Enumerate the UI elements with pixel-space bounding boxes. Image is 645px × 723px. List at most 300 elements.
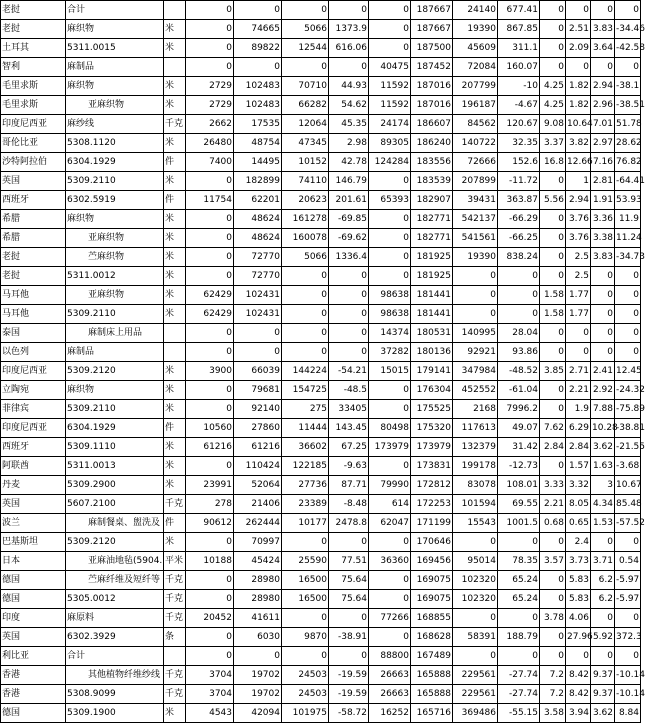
cell-value: 0	[234, 1, 282, 20]
table-row	[1, 533, 641, 552]
cell-value: 3.64	[591, 39, 615, 58]
cell-value: 75.64	[329, 571, 369, 590]
table-row	[1, 647, 641, 666]
cell-value: 0	[234, 58, 282, 77]
cell-value: -3.68	[615, 457, 641, 476]
cell-value: 616.06	[329, 39, 369, 58]
cell-value: 62429	[186, 305, 234, 324]
cell-value: 1.58	[540, 286, 566, 305]
table-row	[1, 305, 641, 324]
cell-value: 0	[369, 400, 411, 419]
cell-country: 希腊	[1, 229, 66, 248]
cell-value: 11.24	[615, 229, 641, 248]
cell-value: 169075	[411, 590, 453, 609]
cell-value: 1.58	[540, 305, 566, 324]
cell-value: 169456	[411, 552, 453, 571]
table-row	[1, 20, 641, 39]
cell-unit: 千克	[164, 666, 186, 685]
cell-value: 614	[369, 495, 411, 514]
cell-value: 369486	[453, 704, 498, 723]
cell-value: 4.25	[540, 96, 566, 115]
cell-value: 3.58	[540, 704, 566, 723]
cell-value: 2662	[186, 115, 234, 134]
cell-value: 0	[566, 647, 591, 666]
cell-value: 2.41	[591, 362, 615, 381]
cell-value: 262444	[234, 514, 282, 533]
cell-value: 0	[615, 58, 641, 77]
cell-value: 132379	[453, 438, 498, 457]
cell-country: 香港	[1, 666, 66, 685]
cell-value: 169075	[411, 571, 453, 590]
cell-value: 61216	[186, 438, 234, 457]
cell-value: 0	[615, 343, 641, 362]
cell-value: 5.56	[540, 191, 566, 210]
cell-value: 0	[329, 267, 369, 286]
cell-country: 土耳其	[1, 39, 66, 58]
cell-unit: 件	[164, 514, 186, 533]
table-row	[1, 514, 641, 533]
cell-unit: 米	[164, 362, 186, 381]
cell-value: 5066	[282, 20, 329, 39]
cell-value: 187016	[411, 96, 453, 115]
cell-value: -55.15	[498, 704, 540, 723]
cell-country: 波兰	[1, 514, 66, 533]
cell-value: 0	[591, 305, 615, 324]
cell-value: 3.83	[591, 248, 615, 267]
cell-unit: 千克	[164, 685, 186, 704]
cell-commodity: 合计	[66, 647, 164, 666]
cell-value: 45609	[453, 39, 498, 58]
cell-commodity: 5309.1110	[66, 438, 164, 457]
cell-value: 0	[186, 400, 234, 419]
cell-value: 0	[369, 590, 411, 609]
cell-value: 181925	[411, 248, 453, 267]
cell-unit: 米	[164, 305, 186, 324]
cell-commodity: 6302.5919	[66, 191, 164, 210]
cell-value: 165888	[411, 685, 453, 704]
cell-value: 161278	[282, 210, 329, 229]
cell-value: 0	[591, 58, 615, 77]
cell-value: 7.62	[540, 419, 566, 438]
cell-value: 3.76	[566, 229, 591, 248]
cell-unit: 米	[164, 476, 186, 495]
cell-value: 0	[498, 267, 540, 286]
cell-value: 5066	[282, 248, 329, 267]
cell-value: 42094	[234, 704, 282, 723]
cell-value: 2.92	[591, 381, 615, 400]
cell-value: 165888	[411, 666, 453, 685]
cell-value: 0	[540, 628, 566, 647]
cell-commodity: 麻制品	[66, 343, 164, 362]
cell-value: -24.32	[615, 381, 641, 400]
cell-value: 65393	[369, 191, 411, 210]
cell-value: 72084	[453, 58, 498, 77]
table-row	[1, 362, 641, 381]
cell-value: 102431	[234, 305, 282, 324]
cell-value: 2.71	[566, 362, 591, 381]
cell-country: 英国	[1, 495, 66, 514]
cell-country: 西班牙	[1, 438, 66, 457]
cell-value: 168855	[411, 609, 453, 628]
cell-value: 188.79	[498, 628, 540, 647]
cell-value: 838.24	[498, 248, 540, 267]
cell-value: 2.5	[566, 267, 591, 286]
cell-value: 171199	[411, 514, 453, 533]
cell-commodity: 麻织物	[66, 20, 164, 39]
cell-value: 41611	[234, 609, 282, 628]
cell-value: 3.71	[591, 552, 615, 571]
cell-value: 6.29	[566, 419, 591, 438]
cell-value: 0	[282, 1, 329, 20]
cell-value: 10152	[282, 153, 329, 172]
cell-unit: 米	[164, 267, 186, 286]
cell-unit	[164, 324, 186, 343]
cell-value: 28980	[234, 571, 282, 590]
cell-value: 1.57	[566, 457, 591, 476]
cell-country: 老挝	[1, 267, 66, 286]
table-row	[1, 704, 641, 723]
cell-unit	[164, 343, 186, 362]
cell-commodity: 5309.2110	[66, 400, 164, 419]
cell-value: 12064	[282, 115, 329, 134]
cell-value: -10.14	[615, 666, 641, 685]
cell-value: 5.83	[566, 590, 591, 609]
cell-value: 75.64	[329, 590, 369, 609]
cell-unit: 米	[164, 438, 186, 457]
table-row	[1, 324, 641, 343]
cell-value: 179141	[411, 362, 453, 381]
table-row	[1, 438, 641, 457]
cell-value: 0	[540, 571, 566, 590]
cell-value: 79990	[369, 476, 411, 495]
cell-value: 12544	[282, 39, 329, 58]
cell-value: 20452	[186, 609, 234, 628]
cell-value: 0	[282, 647, 329, 666]
cell-value: 62429	[186, 286, 234, 305]
cell-value: 0	[369, 210, 411, 229]
cell-value: 33405	[329, 400, 369, 419]
cell-value: 62047	[369, 514, 411, 533]
cell-value: 175320	[411, 419, 453, 438]
cell-value: 110424	[234, 457, 282, 476]
cell-value: 39431	[453, 191, 498, 210]
cell-value: 0	[329, 305, 369, 324]
cell-value: -19.59	[329, 666, 369, 685]
cell-value: 72770	[234, 267, 282, 286]
cell-value: 1.77	[566, 305, 591, 324]
cell-value: 74110	[282, 172, 329, 191]
cell-value: 87.71	[329, 476, 369, 495]
table-row	[1, 115, 641, 134]
cell-value: 0	[540, 58, 566, 77]
cell-value: 7996.2	[498, 400, 540, 419]
cell-value: 0	[329, 609, 369, 628]
cell-value: 0	[540, 647, 566, 666]
cell-value: -21.55	[615, 438, 641, 457]
cell-value: -66.25	[498, 229, 540, 248]
cell-value: 51.78	[615, 115, 641, 134]
cell-value: 311.1	[498, 39, 540, 58]
cell-value: 0	[540, 20, 566, 39]
cell-value: 98638	[369, 305, 411, 324]
cell-value: 27736	[282, 476, 329, 495]
cell-value: 3.38	[591, 229, 615, 248]
table-row	[1, 343, 641, 362]
cell-value: 1001.5	[498, 514, 540, 533]
table-row	[1, 609, 641, 628]
cell-value: 117613	[453, 419, 498, 438]
cell-value: 0	[369, 39, 411, 58]
cell-value: 42.78	[329, 153, 369, 172]
cell-value: 167489	[411, 647, 453, 666]
cell-value: 8.05	[566, 495, 591, 514]
cell-value: 0	[453, 533, 498, 552]
cell-value: 8.84	[615, 704, 641, 723]
cell-value: 16500	[282, 590, 329, 609]
table-row	[1, 571, 641, 590]
cell-value: 229561	[453, 685, 498, 704]
cell-value: 47345	[282, 134, 329, 153]
cell-value: 21406	[234, 495, 282, 514]
cell-value: 0	[369, 381, 411, 400]
cell-country: 智利	[1, 58, 66, 77]
cell-value: 26663	[369, 666, 411, 685]
cell-value: 89822	[234, 39, 282, 58]
cell-country: 以色列	[1, 343, 66, 362]
cell-value: 5.92	[591, 628, 615, 647]
cell-value: 182899	[234, 172, 282, 191]
cell-country: 沙特阿拉伯	[1, 153, 66, 172]
cell-value: 0	[591, 286, 615, 305]
cell-value: 1373.9	[329, 20, 369, 39]
cell-value: 0	[282, 609, 329, 628]
cell-country: 香港	[1, 685, 66, 704]
cell-country: 丹麦	[1, 476, 66, 495]
cell-country: 阿联酋	[1, 457, 66, 476]
cell-value: 0	[453, 305, 498, 324]
cell-unit: 条	[164, 628, 186, 647]
cell-value: 12.66	[566, 153, 591, 172]
cell-value: 24503	[282, 666, 329, 685]
cell-value: -34.46	[615, 20, 641, 39]
cell-value: 16500	[282, 571, 329, 590]
cell-value: 201.61	[329, 191, 369, 210]
cell-value: 10.28	[591, 419, 615, 438]
cell-value: 372.3	[615, 628, 641, 647]
cell-value: 12.45	[615, 362, 641, 381]
cell-value: 25590	[282, 552, 329, 571]
table-row	[1, 96, 641, 115]
cell-value: -75.89	[615, 400, 641, 419]
cell-value: 187500	[411, 39, 453, 58]
cell-value: 146.79	[329, 172, 369, 191]
cell-value: 11592	[369, 77, 411, 96]
cell-value: -5.97	[615, 571, 641, 590]
cell-value: 0	[369, 172, 411, 191]
cell-value: 187452	[411, 58, 453, 77]
cell-unit: 千克	[164, 609, 186, 628]
cell-unit	[164, 58, 186, 77]
cell-value: -38.1	[615, 77, 641, 96]
cell-country: 德国	[1, 571, 66, 590]
cell-value: 172812	[411, 476, 453, 495]
cell-value: 0	[186, 647, 234, 666]
cell-value: 0	[186, 457, 234, 476]
cell-value: 140995	[453, 324, 498, 343]
cell-value: -58.72	[329, 704, 369, 723]
cell-value: -34.73	[615, 248, 641, 267]
cell-country: 利比亚	[1, 647, 66, 666]
cell-value: 54.62	[329, 96, 369, 115]
cell-value: -19.59	[329, 685, 369, 704]
cell-value: 0	[615, 286, 641, 305]
cell-value: 3.62	[591, 704, 615, 723]
cell-value: 0	[540, 343, 566, 362]
cell-value: 5.83	[566, 571, 591, 590]
cell-value: 0	[186, 381, 234, 400]
cell-value: 0	[540, 457, 566, 476]
cell-value: 53.93	[615, 191, 641, 210]
table-row	[1, 1, 641, 20]
cell-value: 0	[566, 58, 591, 77]
cell-value: 1.91	[591, 191, 615, 210]
cell-value: 0	[453, 609, 498, 628]
cell-value: 19390	[453, 248, 498, 267]
table-row	[1, 153, 641, 172]
cell-value: 2.09	[566, 39, 591, 58]
cell-value: 0	[329, 324, 369, 343]
cell-value: 77.51	[329, 552, 369, 571]
cell-value: 0	[369, 267, 411, 286]
cell-value: 182907	[411, 191, 453, 210]
cell-value: 347984	[453, 362, 498, 381]
cell-value: -38.51	[615, 96, 641, 115]
cell-value: -38.81	[615, 419, 641, 438]
cell-value: 140722	[453, 134, 498, 153]
cell-value: 28.04	[498, 324, 540, 343]
cell-value: 183539	[411, 172, 453, 191]
cell-value: 2.4	[566, 533, 591, 552]
cell-value: 175525	[411, 400, 453, 419]
cell-country: 德国	[1, 704, 66, 723]
cell-value: 28.62	[615, 134, 641, 153]
cell-value: 3.78	[540, 609, 566, 628]
cell-value: 0	[186, 267, 234, 286]
cell-value: 181441	[411, 286, 453, 305]
table-row	[1, 419, 641, 438]
cell-unit: 米	[164, 704, 186, 723]
cell-value: 196187	[453, 96, 498, 115]
cell-value: 23991	[186, 476, 234, 495]
cell-value: 2729	[186, 96, 234, 115]
cell-value: 0	[282, 343, 329, 362]
cell-unit: 千克	[164, 571, 186, 590]
cell-value: 0	[591, 267, 615, 286]
cell-commodity: 5309.2900	[66, 476, 164, 495]
cell-unit: 米	[164, 229, 186, 248]
cell-unit: 米	[164, 134, 186, 153]
cell-value: 0	[282, 286, 329, 305]
cell-value: 3704	[186, 666, 234, 685]
cell-value: 31.42	[498, 438, 540, 457]
cell-value: 3.37	[540, 134, 566, 153]
cell-value: 26663	[369, 685, 411, 704]
cell-value: 0	[186, 58, 234, 77]
cell-value: 48624	[234, 229, 282, 248]
cell-commodity: 5607.2100	[66, 495, 164, 514]
cell-value: 0	[566, 324, 591, 343]
cell-value: 7.2	[540, 666, 566, 685]
cell-value: 181441	[411, 305, 453, 324]
cell-value: -66.29	[498, 210, 540, 229]
cell-commodity: 亚麻织物	[66, 229, 164, 248]
cell-value: 182771	[411, 210, 453, 229]
cell-value: 62201	[234, 191, 282, 210]
cell-value: 867.85	[498, 20, 540, 39]
cell-value: 2.94	[566, 191, 591, 210]
cell-value: 0	[591, 343, 615, 362]
cell-commodity: 5309.2120	[66, 362, 164, 381]
cell-value: 143.45	[329, 419, 369, 438]
cell-value: 92921	[453, 343, 498, 362]
cell-value: 67.25	[329, 438, 369, 457]
cell-commodity: 苎麻织物	[66, 248, 164, 267]
cell-value: 0	[186, 590, 234, 609]
cell-value: 65.24	[498, 571, 540, 590]
cell-commodity: 麻制品	[66, 58, 164, 77]
cell-value: 3.83	[591, 20, 615, 39]
cell-commodity: 亚麻织物	[66, 96, 164, 115]
cell-value: 187016	[411, 77, 453, 96]
cell-value: 0	[282, 533, 329, 552]
cell-value: -10.14	[615, 685, 641, 704]
cell-value: 152.6	[498, 153, 540, 172]
cell-country: 老挝	[1, 1, 66, 20]
cell-value: 0	[186, 1, 234, 20]
cell-unit: 米	[164, 381, 186, 400]
cell-value: 98638	[369, 286, 411, 305]
cell-value: 0	[282, 58, 329, 77]
table-row	[1, 381, 641, 400]
cell-value: 24174	[369, 115, 411, 134]
cell-value: 160.07	[498, 58, 540, 77]
cell-country: 英国	[1, 172, 66, 191]
cell-value: 180531	[411, 324, 453, 343]
cell-value: 88800	[369, 647, 411, 666]
cell-value: 65.24	[498, 590, 540, 609]
cell-unit: 千克	[164, 495, 186, 514]
cell-value: 181925	[411, 267, 453, 286]
cell-value: 0	[186, 343, 234, 362]
cell-value: 0	[186, 39, 234, 58]
cell-value: 0.54	[615, 552, 641, 571]
cell-value: 26480	[186, 134, 234, 153]
cell-value: 0	[540, 229, 566, 248]
cell-value: 0	[615, 324, 641, 343]
cell-value: 1.9	[566, 400, 591, 419]
cell-value: 58391	[453, 628, 498, 647]
cell-value: 90612	[186, 514, 234, 533]
cell-value: 2.84	[540, 438, 566, 457]
cell-value: 0	[615, 267, 641, 286]
cell-value: 0	[282, 267, 329, 286]
cell-value: 102320	[453, 590, 498, 609]
cell-value: 0	[369, 248, 411, 267]
cell-value: 11444	[282, 419, 329, 438]
cell-commodity: 麻制床上用品	[66, 324, 164, 343]
cell-value: 9870	[282, 628, 329, 647]
cell-value: 2.5	[566, 248, 591, 267]
